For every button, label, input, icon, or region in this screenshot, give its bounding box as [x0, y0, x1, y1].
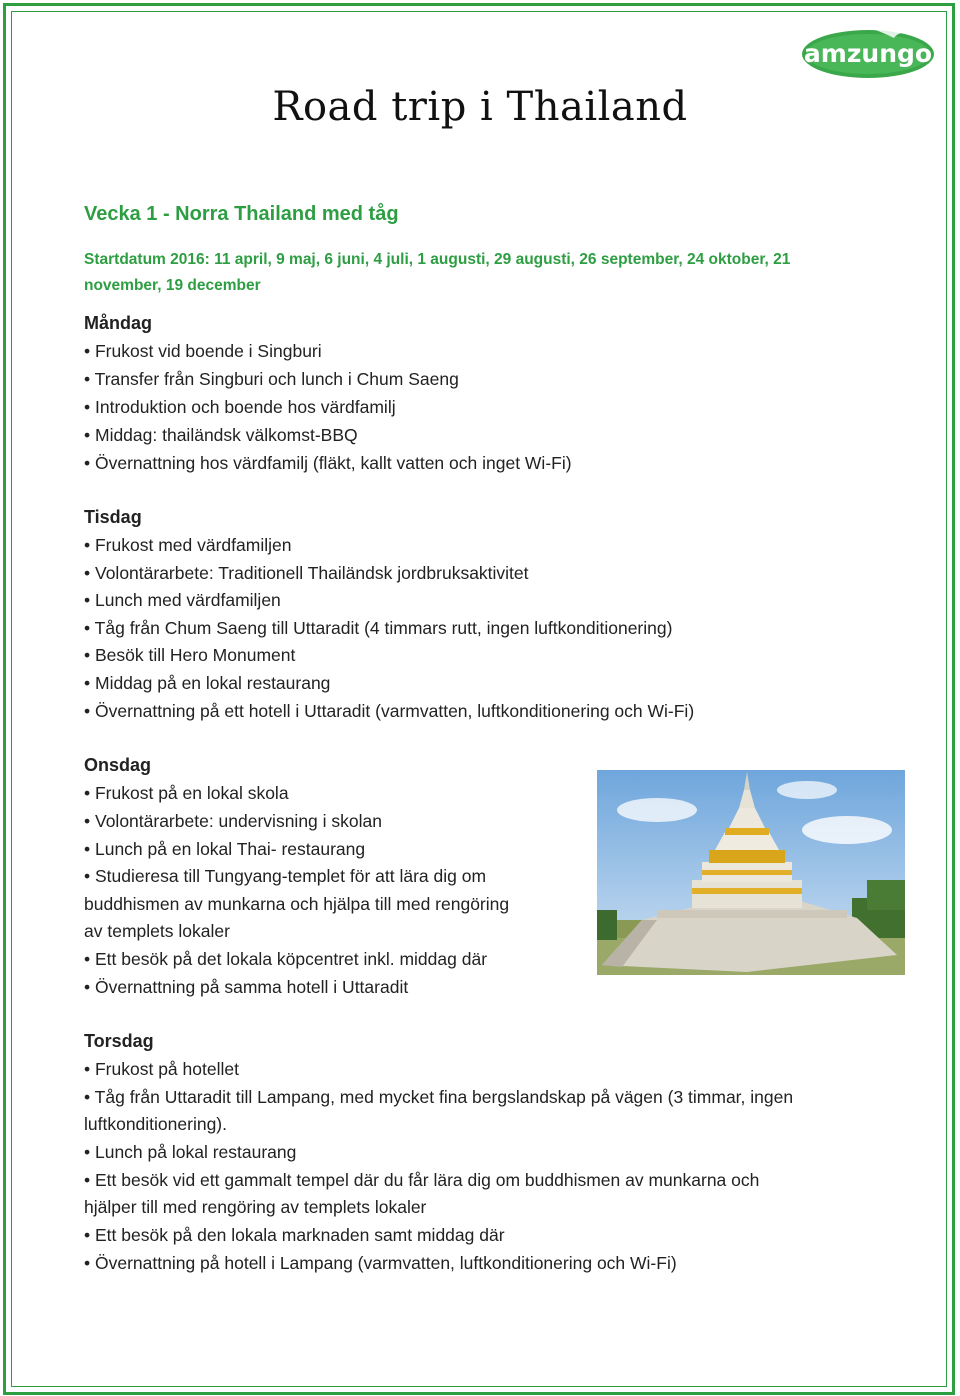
list-item: buddhismen av munkarna och hjälpa till med rengöring	[84, 894, 510, 914]
page-title: Road trip i Thailand	[272, 84, 688, 130]
list-item: • Tåg från Uttaradit till Lampang, med mycket fina bergslandskap på vägen (3 timmar, ingen	[84, 1087, 794, 1107]
list-item: • Frukost vid boende i Singburi	[84, 341, 322, 361]
list-item: • Middag: thailändsk välkomst-BBQ	[84, 425, 358, 445]
list-item: luftkonditionering).	[84, 1114, 227, 1134]
list-item: • Volontärarbete: undervisning i skolan	[84, 811, 382, 831]
list-item: • Frukost med värdfamiljen	[84, 535, 292, 555]
list-item: av templets lokaler	[84, 921, 230, 941]
list-item: • Lunch på en lokal Thai- restaurang	[84, 839, 366, 859]
day-heading-tuesday: Tisdag	[84, 507, 142, 527]
day-heading-thursday: Torsdag	[84, 1031, 154, 1051]
list-item: • Frukost på en lokal skola	[84, 783, 289, 803]
list-item: • Övernattning på hotell i Lampang (varmvatten, luftkonditionering och Wi-Fi)	[84, 1253, 677, 1273]
start-dates-line: november, 19 december	[84, 277, 261, 294]
list-item: • Frukost på hotellet	[84, 1059, 239, 1079]
list-item: • Ett besök vid ett gammalt tempel där du får lära dig om buddhismen av munkarna och	[84, 1170, 760, 1190]
day-heading-monday: Måndag	[84, 313, 153, 333]
list-item: • Studieresa till Tungyang-templet för att lära dig om	[84, 866, 487, 886]
list-item: • Tåg från Chum Saeng till Uttaradit (4 timmars rutt, ingen luftkonditionering)	[84, 618, 673, 638]
list-item: • Transfer från Singburi och lunch i Chum Saeng	[84, 369, 459, 389]
list-item: • Volontärarbete: Traditionell Thailändsk jordbruksaktivitet	[84, 563, 529, 583]
list-item: hjälper till med rengöring av templets lokaler	[84, 1197, 427, 1217]
svg-text:amzungo: amzungo	[803, 39, 933, 68]
list-item: • Ett besök på den lokala marknaden samt middag där	[84, 1225, 505, 1245]
list-item: • Lunch på lokal restaurang	[84, 1142, 297, 1162]
day-heading-wednesday: Onsdag	[84, 755, 152, 775]
temple-photo	[597, 770, 905, 975]
amzungo-logo	[800, 22, 936, 80]
list-item: • Övernattning hos värdfamilj (fläkt, kallt vatten och inget Wi-Fi)	[84, 453, 572, 473]
list-item: • Middag på en lokal restaurang	[84, 673, 331, 693]
list-item: • Introduktion och boende hos värdfamilj	[84, 397, 396, 417]
list-item: • Lunch med värdfamiljen	[84, 590, 281, 610]
list-item: • Ett besök på det lokala köpcentret inkl. middag där	[84, 949, 488, 969]
list-item: • Övernattning på ett hotell i Uttaradit (varmvatten, luftkonditionering och Wi-Fi)	[84, 701, 695, 721]
list-item: • Besök till Hero Monument	[84, 645, 296, 665]
list-item: • Övernattning på samma hotell i Uttaradit	[84, 977, 409, 997]
start-dates-line: Startdatum 2016: 11 april, 9 maj, 6 juni, 4 juli, 1 augusti, 29 augusti, 26 september, 24 oktober, 21	[84, 251, 791, 268]
start-dates	[84, 247, 884, 299]
week-heading: Vecka 1 - Norra Thailand med tåg	[84, 203, 399, 225]
